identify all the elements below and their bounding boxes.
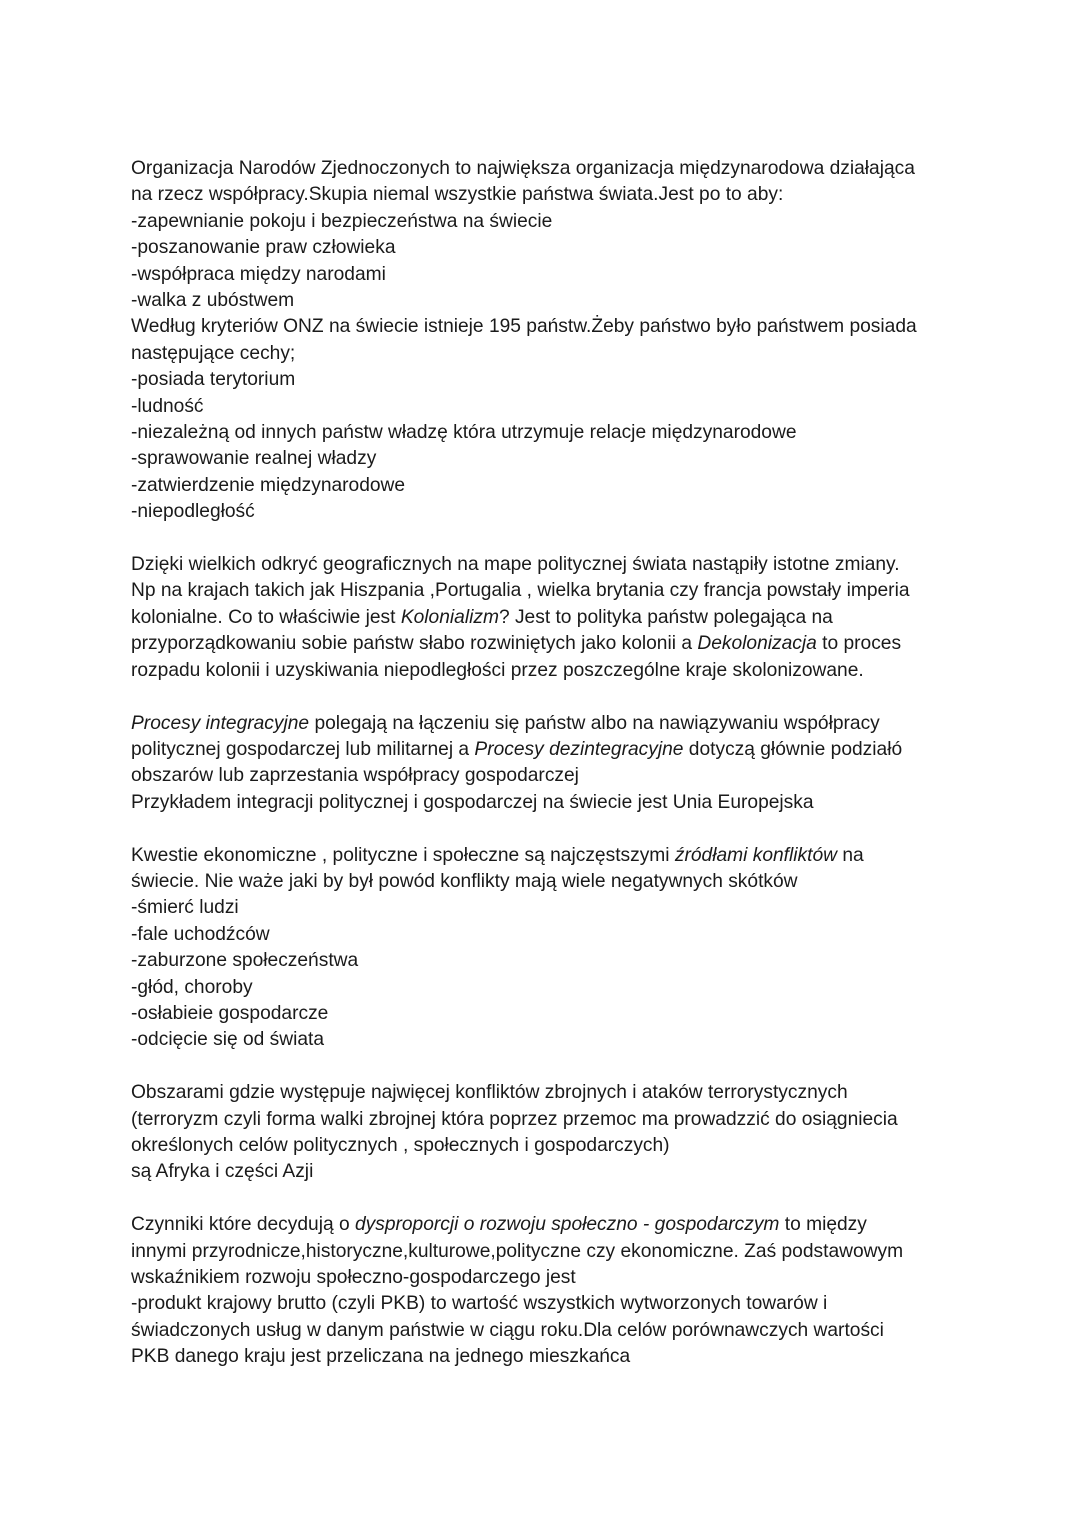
text-line (131, 1212, 961, 1238)
text-line: Dzięki wielkich odkryć geograficznych na mape politycznej świata nastąpiły istotne zmiany. (131, 554, 900, 576)
text-line (131, 711, 961, 737)
text-line: Według kryteriów ONZ na świecie istnieje 195 państw.Żeby państwo było państwem posiada (131, 316, 917, 338)
paragraph-onz (131, 156, 961, 526)
text-line: rozpadu kolonii i uzyskiwania niepodległości przez poszczególne kraje skolonizowane. (131, 659, 864, 681)
text-span: to między (779, 1214, 867, 1236)
text-line: Np na krajach takich jak Hiszpania ,Portugalia , wielka brytania czy francja powstały imperia (131, 580, 910, 602)
text-line (131, 737, 961, 763)
paragraph-kolonializm (131, 552, 961, 684)
text-line (131, 605, 961, 631)
text-line: innymi przyrodnicze,historyczne,kulturowe,polityczne czy ekonomiczne. Zaś podstawowym (131, 1240, 904, 1262)
paragraph-czynniki (131, 1212, 961, 1370)
term-procesy-integracyjne: Procesy integracyjne (131, 712, 310, 734)
text-line: (terroryzm czyli forma walki zbrojnej która poprzez przemoc ma prowadzzić do osiągniecia (131, 1108, 898, 1130)
paragraph-procesy (131, 711, 961, 817)
text-line (131, 843, 961, 869)
text-span: Kwestie ekonomiczne , polityczne i społeczne są najczęstszymi (131, 844, 675, 866)
list-item: -zaburzone społeczeństwa (131, 950, 359, 972)
text-span: kolonialne. Co to właściwie jest (131, 606, 401, 628)
text-line: wskaźnikiem rozwoju społeczno-gospodarczego jest (131, 1266, 576, 1288)
text-span: ? Jest to polityka państw polegająca na (498, 606, 833, 628)
list-item: -zapewnianie pokoju i bezpieczeństwa na świecie (131, 210, 553, 232)
text-line: świecie. Nie waże jaki by był powód konflikty mają wiele negatywnych skótków (131, 870, 798, 892)
list-item: -niezależną od innych państw władzę która utrzymuje relacje międzynarodowe (131, 422, 797, 444)
term-dekolonizacja: Dekolonizacja (697, 633, 817, 655)
term-dysproporcja: dysproporcji o rozwoju społeczno - gospodarczym (354, 1214, 780, 1236)
text-span: to proces (816, 633, 902, 655)
text-span: Czynniki które decydują o (131, 1214, 355, 1236)
text-line: Organizacja Narodów Zjednoczonych to największa organizacja międzynarodowa działająca (131, 158, 915, 179)
text-line: PKB danego kraju jest przeliczana na jednego mieszkańca (131, 1346, 631, 1368)
term-zrodla-konfliktow: źródłami konfliktów (674, 844, 837, 866)
document-page (131, 156, 961, 1371)
list-item: -posiada terytorium (131, 369, 296, 391)
paragraph-gap (131, 816, 961, 842)
text-line: Przykładem integracji politycznej i gospodarczej na świecie jest Unia Europejska (131, 791, 814, 813)
text-line: na rzecz współpracy.Skupia niemal wszystkie państwa świata.Jest po to aby: (131, 184, 784, 206)
list-item: -poszanowanie praw człowieka (131, 237, 396, 259)
text-line: określonych celów politycznych , społecznych i gospodarczych) (131, 1134, 670, 1156)
list-item: -produkt krajowy brutto (czyli PKB) to wartość wszystkich wytworzonych towarów i (131, 1293, 828, 1315)
paragraph-gap (131, 1054, 961, 1080)
text-span: polegają na łączeniu się państw albo na nawiązywaniu współpracy (309, 712, 880, 734)
text-span: dotyczą głównie podziałó (683, 738, 903, 760)
list-item: -walka z ubóstwem (131, 290, 295, 312)
text-span: na (836, 844, 864, 866)
paragraph-obszary (131, 1080, 961, 1186)
text-line (131, 631, 961, 657)
text-line: Obszarami gdzie występuje najwięcej konfliktów zbrojnych i ataków terrorystycznych (131, 1082, 848, 1104)
text-line: są Afryka i części Azji (131, 1161, 314, 1183)
paragraph-gap (131, 1186, 961, 1212)
list-item: -współpraca między narodami (131, 263, 386, 285)
term-procesy-dezintegracyjne: Procesy dezintegracyjne (474, 738, 684, 760)
text-line: świadczonych usług w danym państwie w ciągu roku.Dla celów porównawczych wartości (131, 1319, 884, 1341)
list-item: -odcięcie się od świata (131, 1029, 325, 1051)
list-item: -ludność (131, 395, 204, 417)
term-kolonializm: Kolonializm (400, 606, 499, 628)
paragraph-gap (131, 526, 961, 552)
list-item: -osłabieie gospodarcze (131, 1002, 329, 1024)
text-line: obszarów lub zaprzestania współpracy gospodarczej (131, 765, 579, 787)
list-item: -śmierć ludzi (131, 897, 239, 919)
text-span: politycznej gospodarczej lub militarnej a (131, 738, 475, 760)
list-item: -sprawowanie realnej władzy (131, 448, 377, 470)
list-item: -niepodległość (131, 501, 255, 523)
list-item: -zatwierdzenie międzynarodowe (131, 474, 406, 496)
list-item: -fale uchodźców (131, 923, 270, 945)
paragraph-gap (131, 684, 961, 710)
text-line: następujące cechy; (131, 342, 296, 364)
text-span: przyporządkowaniu sobie państw słabo rozwiniętych jako kolonii a (131, 633, 698, 655)
list-item: -głód, choroby (131, 976, 253, 998)
paragraph-konflikty (131, 843, 961, 1054)
